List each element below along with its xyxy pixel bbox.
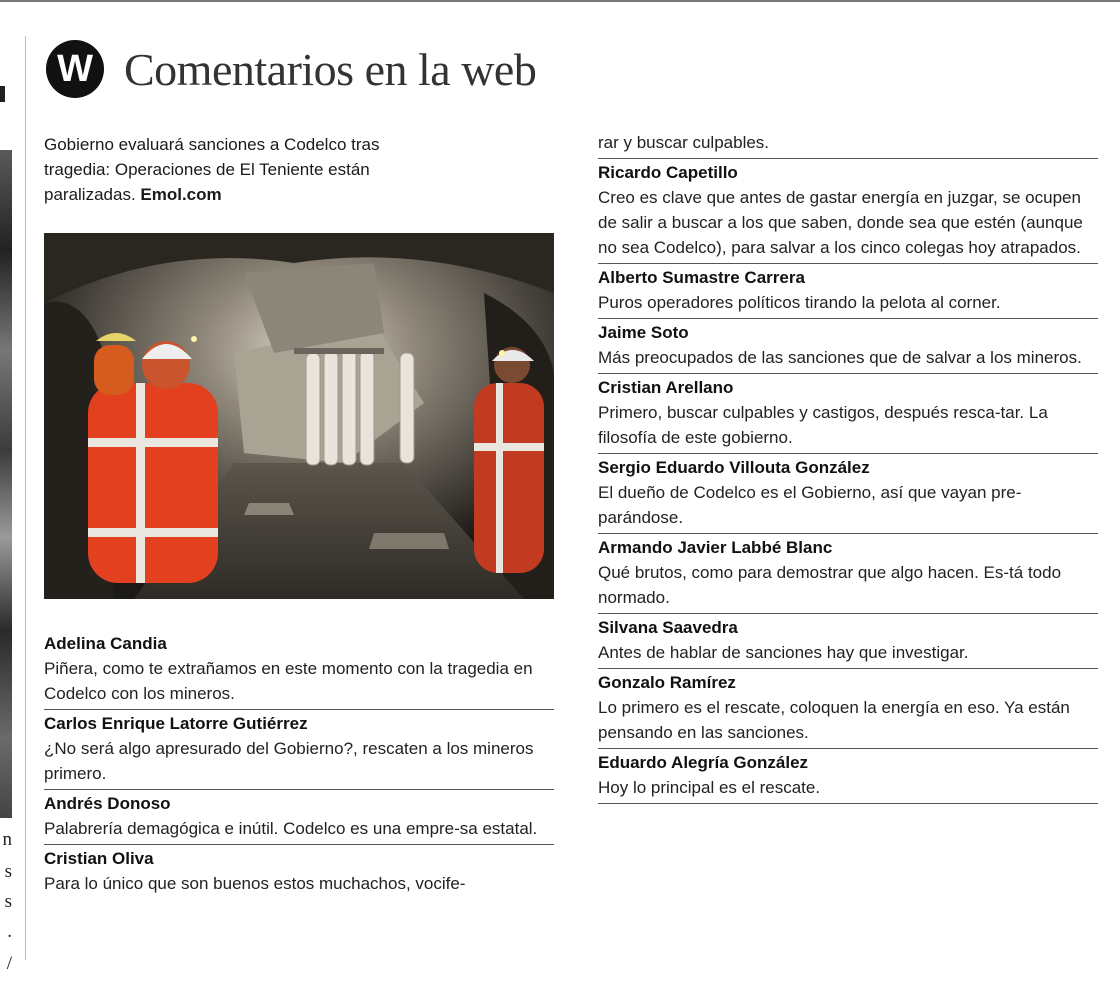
comment-text: El dueño de Codelco es el Gobierno, así que vayan pre-parándose.	[598, 483, 1022, 527]
comment-author: Adelina Candia	[44, 634, 167, 653]
comment	[44, 710, 554, 790]
top-rule	[0, 0, 1120, 2]
web-badge-icon: W	[46, 40, 104, 98]
comment-text: ¿No será algo apresurado del Gobierno?, rescaten a los mineros primero.	[44, 739, 534, 783]
comment-author: Ricardo Capetillo	[598, 163, 738, 182]
comment-author: Eduardo Alegría González	[598, 753, 809, 772]
lead-block	[44, 132, 554, 207]
comment-text: Lo primero es el rescate, coloquen la energía en eso. Ya están pensando en las sanciones.	[598, 698, 1070, 742]
comment-text: Primero, buscar culpables y castigos, después resca-tar. La filosofía de este gobierno.	[598, 403, 1048, 447]
comment	[598, 669, 1098, 749]
previous-article-photo-edge	[0, 150, 12, 818]
comment	[598, 159, 1098, 264]
comment	[44, 630, 554, 710]
comment-author: Silvana Saavedra	[598, 618, 738, 637]
comment-continuation: rar y buscar culpables.	[598, 130, 1098, 159]
comment-author: Andrés Donoso	[44, 794, 171, 813]
comment	[598, 264, 1098, 319]
comment	[44, 790, 554, 845]
article-photo	[44, 233, 554, 599]
comment-author: Alberto Sumastre Carrera	[598, 268, 805, 287]
miners-in-tunnel-photo	[44, 233, 554, 599]
previous-article-letter	[0, 86, 5, 102]
comment-text: Palabrería demagógica e inútil. Codelco es una empre-sa estatal.	[44, 819, 538, 838]
lead-headline: Gobierno evaluará sanciones a Codelco tras tragedia: Operaciones de El Teniente están paralizadas.	[44, 135, 380, 204]
previous-article-fragment: n	[2, 829, 12, 850]
section-header	[46, 40, 536, 98]
comment	[598, 454, 1098, 534]
comment-text: Para lo único que son buenos estos muchachos, vocife-	[44, 874, 466, 893]
lead-text	[44, 132, 444, 207]
section-title: Comentarios en la web	[124, 43, 537, 95]
comment-text: Puros operadores políticos tirando la pelota al corner.	[598, 293, 1001, 312]
comment-author: Gonzalo Ramírez	[598, 673, 736, 692]
comment-author: Cristian Arellano	[598, 378, 734, 397]
comment-author: Cristian Oliva	[44, 849, 154, 868]
comment-text: Hoy lo principal es el rescate.	[598, 778, 821, 797]
comment-author: Armando Javier Labbé Blanc	[598, 538, 833, 557]
comment-text: Creo es clave que antes de gastar energía en juzgar, se ocupen de salir a buscar a los que saben, donde sea que estén (aunque no sea Codelco), para salvar a los cinco colegas hoy atrapados.	[598, 188, 1083, 257]
comment	[598, 374, 1098, 454]
comment-author: Carlos Enrique Latorre Gutiérrez	[44, 714, 308, 733]
previous-article-fragment: s	[4, 861, 12, 882]
lead-source: Emol.com	[140, 185, 222, 204]
comments-column-left	[44, 630, 554, 899]
comment	[44, 845, 554, 899]
comment	[598, 534, 1098, 614]
comment-text: Más preocupados de las sanciones que de salvar a los mineros.	[598, 348, 1082, 367]
comments-column-right	[598, 130, 1098, 804]
comment-author: Jaime Soto	[598, 323, 689, 342]
previous-article-edge	[0, 30, 14, 974]
comment-text: Antes de hablar de sanciones hay que investigar.	[598, 643, 969, 662]
comment	[598, 614, 1098, 669]
comment	[598, 319, 1098, 374]
comment	[598, 749, 1098, 804]
comment-text: Qué brutos, como para demostrar que algo hacen. Es-tá todo normado.	[598, 563, 1062, 607]
comment-text: Piñera, como te extrañamos en este momento con la tragedia en Codelco con los mineros.	[44, 659, 533, 703]
previous-article-fragment: s	[4, 891, 12, 912]
comment-author: Sergio Eduardo Villouta González	[598, 458, 870, 477]
previous-article-fragment: .	[7, 921, 12, 942]
previous-article-fragment: /	[6, 953, 12, 974]
column-divider	[25, 36, 26, 960]
